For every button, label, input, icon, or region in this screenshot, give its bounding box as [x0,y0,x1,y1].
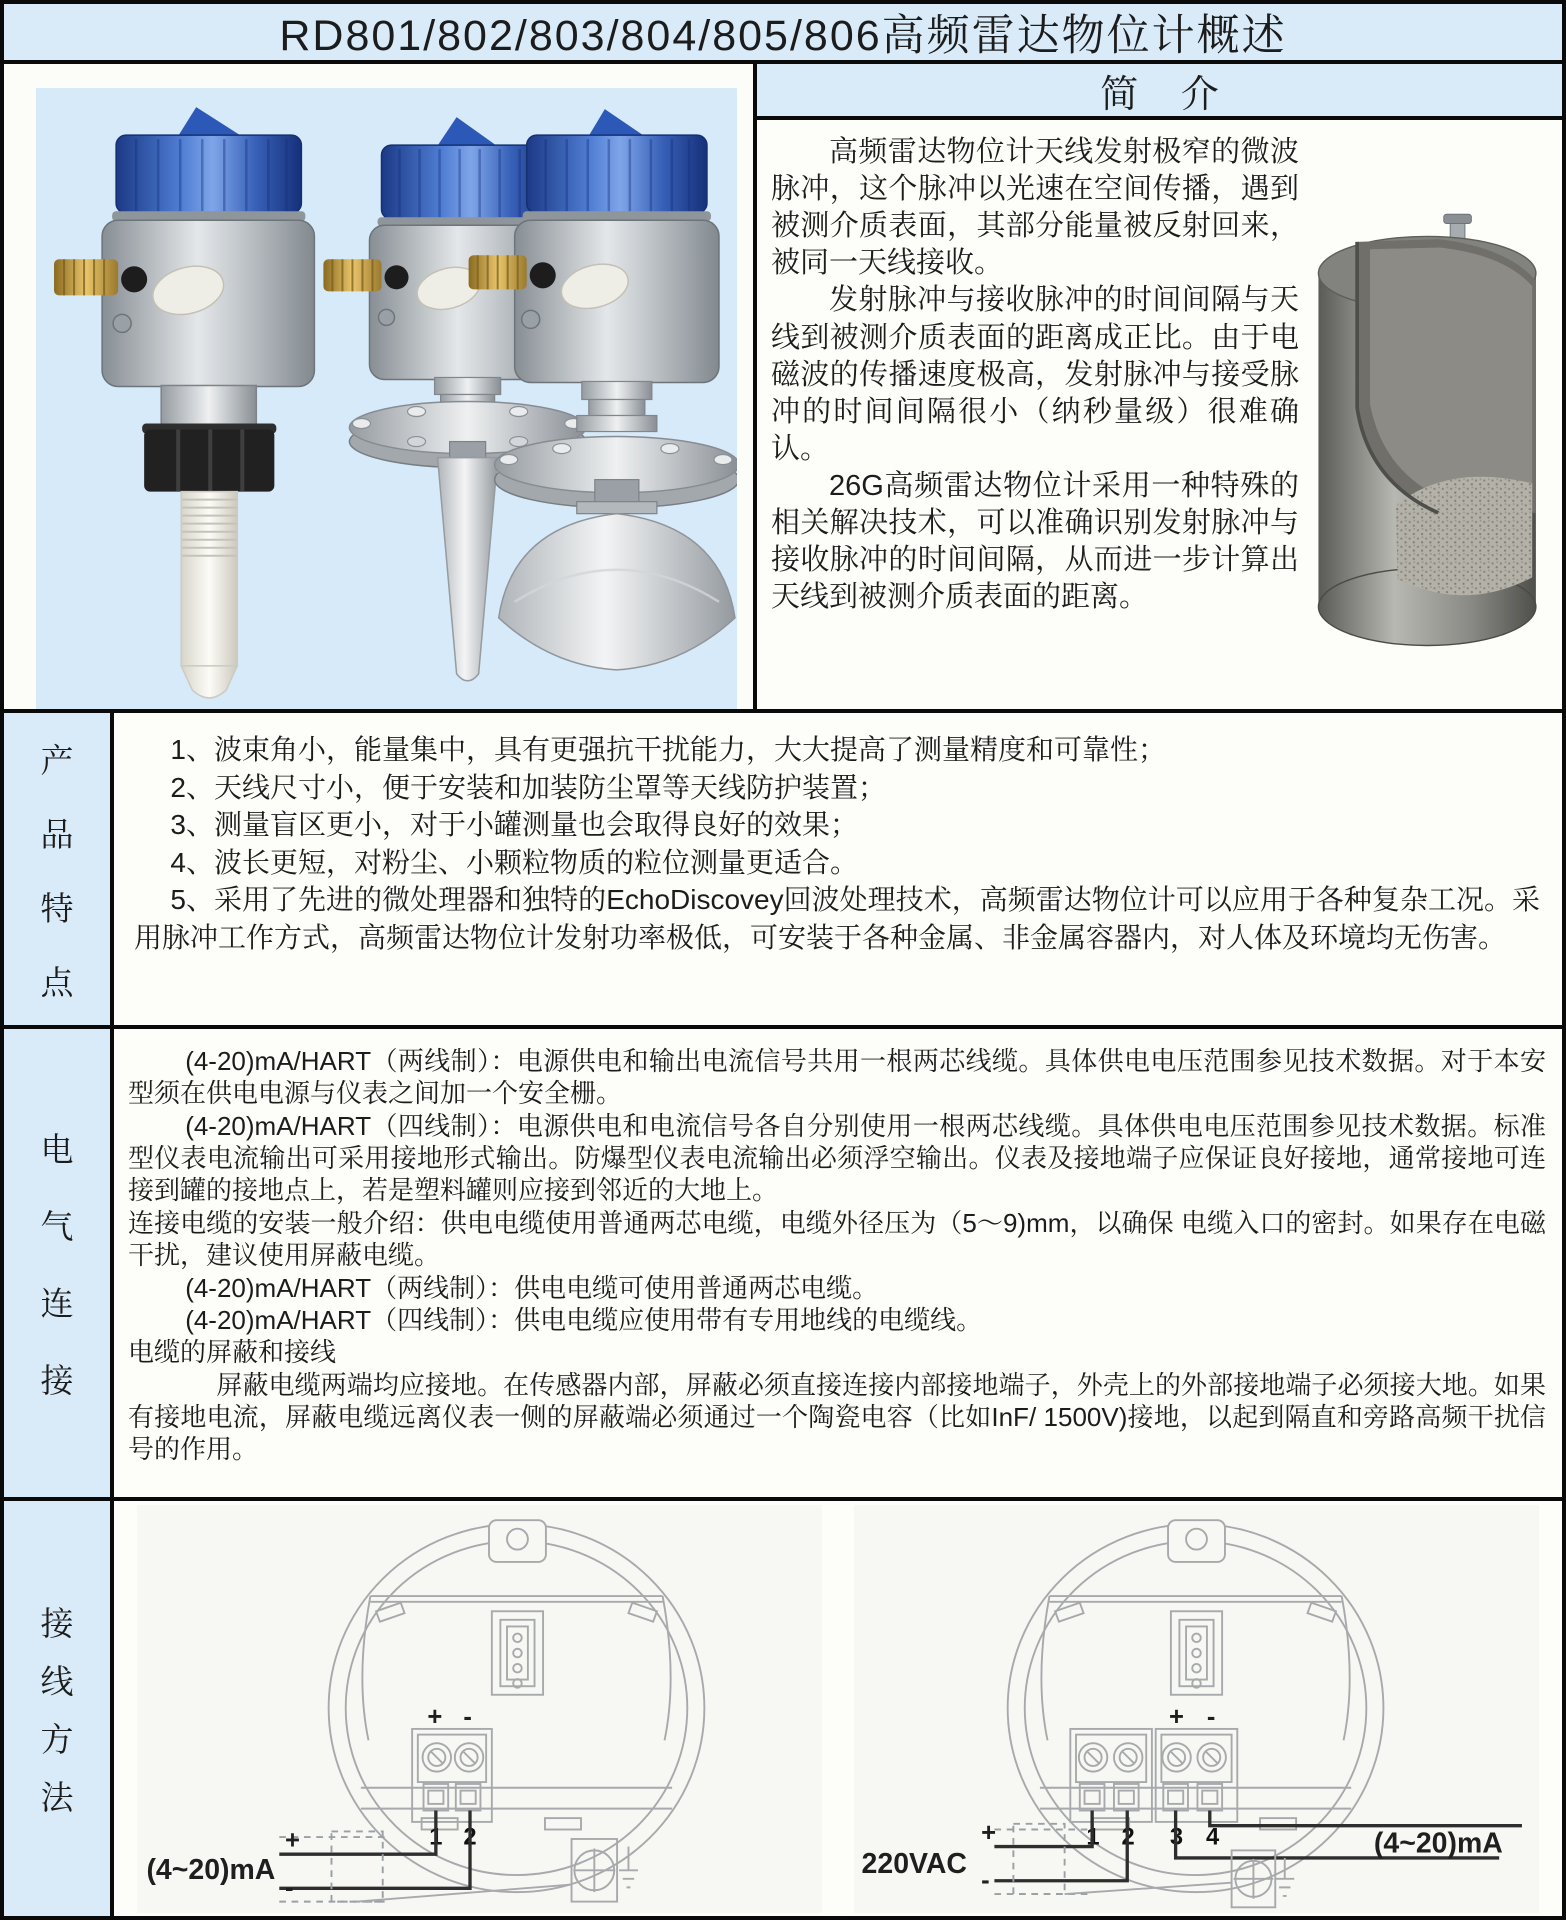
electrical-paragraph: 连接电缆的安装一般介绍：供电电缆使用普通两芯电缆，电缆外径压为（5～9)mm，以确保 电缆入口的密封。如果存在电磁干扰，建议使用屏蔽电缆。 [128,1207,1546,1271]
terminal-number: 3 [1169,1824,1184,1851]
wiring-section [4,1501,1562,1916]
intro-text [771,134,1299,703]
wiring-content [114,1501,1562,1916]
terminal-number: 1 [1086,1824,1100,1851]
side-label-char: 电 [40,1131,74,1168]
side-label-char: 方 [40,1721,74,1758]
four-wire-wiring-svg [841,1505,1552,1913]
terminal-number: 2 [1121,1824,1135,1851]
side-label-char: 线 [40,1663,74,1700]
product-photo-cell [4,64,757,709]
feature-item: 3、测量盲区更小，对于小罐测量也会取得良好的效果； [170,809,858,841]
radar-sensors-illustration [36,88,737,709]
terminal-plus-mark: + [1168,1702,1184,1731]
electrical-paragraph: 电缆的屏蔽和接线 [128,1337,337,1368]
electrical-paragraph: (4-20)mA/HART（四线制）：供电电缆应使用带有专用地线的电缆线。 [185,1304,983,1335]
feature-item: 5、采用了先进的微处理器和独特的EchoDiscovey回波处理技术，高频雷达物位计可以应用于各种复杂工况。采用脉冲工作方式，高频雷达物位计发射功率极低，可安装于各种金属、非金属容器内，对人体及环境均无伤害。 [134,884,1540,953]
page-title: RD801/802/803/804/805/806高频雷达物位计概述 [4,4,1562,64]
side-label-char: 品 [40,815,74,853]
line-minus-mark: - [981,1865,990,1894]
intro-paragraph: 高频雷达物位计天线发射极窄的微波脉冲，这个脉冲以光速在空间传播，遇到被测介质表面，其部分能量被反射回来，被同一天线接收。 [771,136,1299,280]
terminal-minus-mark: - [463,1702,472,1731]
side-label-char: 接 [40,1362,74,1399]
side-label-char: 点 [40,963,74,1001]
features-content [114,713,1562,1025]
line-plus-mark: + [981,1818,997,1847]
intro-heading: 简 介 [757,64,1562,120]
electrical-side-label [4,1029,114,1497]
tank-illustration-wrap [1299,134,1558,703]
terminal-number: 2 [463,1824,477,1851]
sensor-rod-antenna [54,107,314,698]
intro-paragraph: 发射脉冲与接收脉冲的时间间隔与天线到被测介质表面的距离成正比。由于电磁波的传播速度极高，发射脉冲与接受脉冲的时间间隔很小（纳秒量级）很难确认。 [771,284,1299,465]
electrical-paragraph: (4-20)mA/HART（四线制）：电源供电和电流信号各自分别使用一根两芯线缆。具体供电电压范围参见技术数据。标准型仪表电流输出可采用接地形式输出。防爆型仪表电流输出必须浮空输出。仪表及接地端子应保证良好接地，通常接地可连接到罐的接地点上，若是塑料罐则应接到邻近的大地上。 [128,1110,1546,1206]
electrical-paragraph: (4-20)mA/HART（两线制）：电源供电和输出电流信号共用一根两芯线缆。具体供电电压范围参见技术数据。对于本安型须在供电电源与仪表之间加一个安全栅。 [128,1046,1546,1109]
side-label-char: 特 [40,889,74,927]
features-section [4,713,1562,1029]
side-label-char: 连 [40,1285,74,1322]
electrical-paragraph: 屏蔽电缆两端均应接地。在传感器内部，屏蔽必须直接连接内部接地端子，外壳上的外部接地端子必须接大地。如果有接地电流，屏蔽电缆远离仪表一侧的屏蔽端必须通过一个陶瓷电容（比如InF/ 1500V)接地，以起到隔直和旁路高频干扰信号的作用。 [128,1369,1546,1465]
power-label: 220VAC [861,1847,967,1880]
electrical-content [114,1029,1562,1497]
terminal-minus-mark: - [1206,1702,1216,1731]
line-plus-mark: + [284,1825,300,1854]
side-label-char: 产 [40,741,74,779]
wiring-side-label [4,1501,114,1916]
side-label-char: 接 [40,1605,74,1642]
side-label-char: 气 [40,1208,74,1245]
electrical-section [4,1029,1562,1501]
side-label-char: 法 [40,1779,74,1816]
signal-label: (4~20)mA [146,1853,276,1886]
tank-cutaway-illustration [1300,206,1558,698]
four-wire-diagram [841,1509,1552,1908]
tank-body [1318,236,1535,645]
intro-paragraph: 26G高频雷达物位计采用一种特殊的相关解决技术，可以准确识别发射脉冲与接收脉冲的时间间隔，从而进一步计算出天线到被测介质表面的距离。 [771,469,1299,614]
intro-body [757,120,1562,709]
two-wire-diagram [124,1509,835,1908]
terminal-number: 4 [1205,1824,1220,1851]
terminal-plus-mark: + [427,1702,443,1731]
overview-section [4,64,1562,713]
intro-cell [757,64,1562,709]
feature-item: 4、波长更短，对粉尘、小颗粒物质的粒位测量更适合。 [170,846,858,878]
terminal-number: 1 [429,1824,443,1851]
line-minus-mark: - [284,1873,294,1902]
signal-label: (4~20)mA [1373,1826,1503,1859]
feature-item: 1、波束角小，能量集中，具有更强抗干扰能力，大大提高了测量精度和可靠性； [170,734,1166,765]
product-photo [36,88,737,709]
features-side-label [4,713,114,1025]
electrical-paragraph: (4-20)mA/HART（两线制）：供电电缆可使用普通两芯电缆。 [185,1272,879,1303]
feature-item: 2、天线尺寸小，便于安装和加装防尘罩等天线防护装置； [170,771,886,803]
two-wire-wiring-svg [124,1505,835,1913]
